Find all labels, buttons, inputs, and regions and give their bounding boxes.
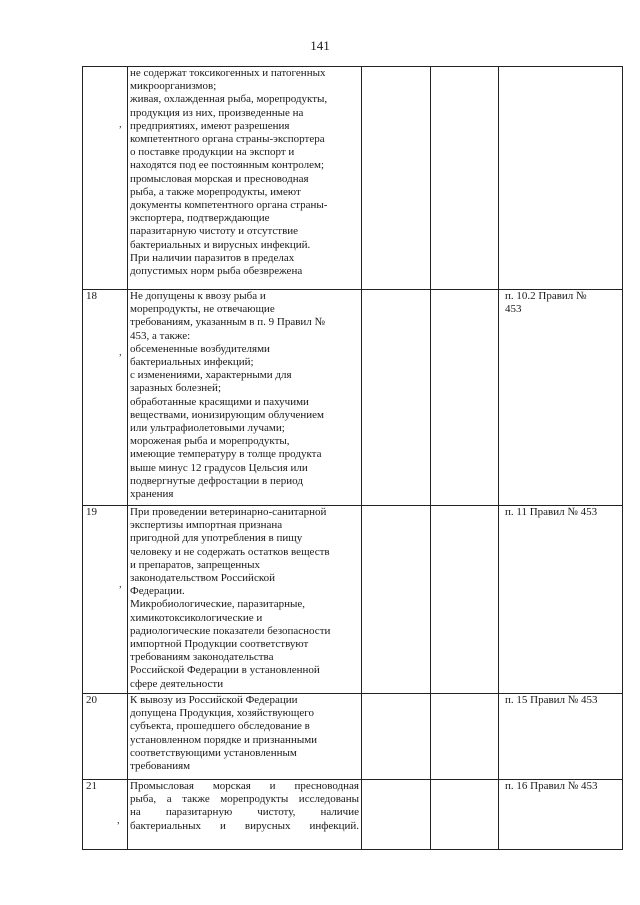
requirement-line: о поставке продукции на экспорт и xyxy=(130,146,295,159)
requirement-line: морепродукты, не отвечающие xyxy=(130,303,275,316)
requirement-line: заразных болезней; xyxy=(130,382,221,395)
requirement-line: экспертизы импортная признана xyxy=(130,519,283,532)
requirement-line: требованиям xyxy=(130,760,191,773)
requirement-line: веществами, ионизирующим облучением xyxy=(130,408,324,421)
row-number: 21 xyxy=(83,780,128,850)
requirement-line: обработанные красящими и пахучими xyxy=(130,395,309,408)
requirement-line: радиологические показатели безопасности xyxy=(130,624,331,637)
requirement-line: находятся под ее постоянным контролем; xyxy=(130,159,325,172)
requirement-line: на паразитарную чистоту, наличие xyxy=(130,806,359,819)
requirement-line: импортной Продукции соответствуют xyxy=(130,638,309,651)
requirement-line: К вывозу из Российской Федерации xyxy=(130,694,298,706)
requirement-cell xyxy=(128,67,362,290)
requirements-table xyxy=(82,66,623,850)
requirement-cell xyxy=(128,290,362,506)
table-body xyxy=(83,67,623,850)
margin-mark: , xyxy=(119,578,122,590)
requirement-line: хранения xyxy=(130,488,174,501)
requirement-line: выше минус 12 градусов Цельсия или xyxy=(130,461,308,474)
row-number: 19 xyxy=(83,506,128,694)
requirement-line: промысловая морская и пресноводная xyxy=(130,172,309,185)
empty-cell xyxy=(362,67,431,290)
regulation-reference: п. 11 Правил № 453 xyxy=(499,506,623,694)
margin-mark: , xyxy=(117,814,120,826)
requirement-line: продукция из них, произведенные на xyxy=(130,106,304,119)
table-row xyxy=(83,780,623,850)
requirement-line: подвергнутые дефростации в период xyxy=(130,474,303,487)
requirement-line: бактериальных и вирусных инфекций. xyxy=(130,238,311,251)
empty-cell xyxy=(362,506,431,694)
requirement-line: субъекта, прошедшего обследование в xyxy=(130,720,310,733)
requirement-cell xyxy=(128,506,362,694)
requirement-line: человеку и не содержать остатков веществ xyxy=(130,545,330,558)
requirement-line: допущена Продукция, хозяйствующего xyxy=(130,707,314,720)
empty-cell xyxy=(431,694,499,780)
requirement-line: или ультрафиолетовыми лучами; xyxy=(130,422,285,435)
margin-mark: , xyxy=(119,118,122,130)
page-number: 141 xyxy=(310,38,330,53)
empty-cell xyxy=(431,67,499,290)
requirement-line: экспортера, подтверждающие xyxy=(130,212,270,225)
regulation-reference: п. 15 Правил № 453 xyxy=(499,694,623,780)
requirement-line: законодательством Российской xyxy=(130,572,275,585)
requirement-line: обсемененные возбудителями xyxy=(130,342,270,355)
requirement-line: микроорганизмов; xyxy=(130,80,217,93)
requirement-line: При наличии паразитов в пределах xyxy=(130,251,295,264)
table-row xyxy=(83,67,623,290)
requirement-line: химикотоксикологические и xyxy=(130,611,263,624)
empty-cell xyxy=(431,506,499,694)
requirement-line: живая, охлажденная рыба, морепродукты, xyxy=(130,93,328,106)
requirement-line: рыба, а также морепродукты, имеют xyxy=(130,185,301,198)
empty-cell xyxy=(431,290,499,506)
requirement-line: 453, а также: xyxy=(130,329,191,342)
requirement-cell xyxy=(128,780,362,850)
regulation-reference: п. 10.2 Правил № 453 xyxy=(499,290,623,506)
requirement-line: паразитарную чистоту и отсутствие xyxy=(130,225,299,238)
table-row xyxy=(83,290,623,506)
requirement-line: При проведении ветеринарно-санитарной xyxy=(130,506,327,518)
requirement-line: не содержат токсикогенных и патогенных xyxy=(130,67,326,79)
requirement-line: Федерации. xyxy=(130,585,185,598)
margin-mark: , xyxy=(119,346,122,358)
requirement-line: Российской Федерации в установленной xyxy=(130,664,320,677)
requirement-line: имеющие температуру в толще продукта xyxy=(130,448,322,461)
requirement-line: установленном порядке и признанными xyxy=(130,733,318,746)
table-row xyxy=(83,506,623,694)
empty-cell xyxy=(431,780,499,850)
row-number: 20 xyxy=(83,694,128,780)
requirement-line: компетентного органа страны-экспортера xyxy=(130,133,325,146)
requirement-line: сфере деятельности xyxy=(130,677,224,690)
table-row xyxy=(83,694,623,780)
requirement-line: пригодной для употребления в пищу xyxy=(130,532,303,545)
requirement-line: с изменениями, характерными для xyxy=(130,369,292,382)
requirement-line: требованиям законодательства xyxy=(130,651,274,664)
requirement-cell xyxy=(128,694,362,780)
requirement-line: Промысловая морская и пресноводная xyxy=(130,780,359,792)
row-number: 18 xyxy=(83,290,128,506)
regulation-reference xyxy=(499,67,623,290)
requirement-line: рыба, а также морепродукты исследованы xyxy=(130,793,359,806)
requirement-line: допустимых норм рыба обезврежена xyxy=(130,265,303,278)
requirement-line: требованиям, указанным в п. 9 Правил № xyxy=(130,316,326,329)
requirement-line: мороженая рыба и морепродукты, xyxy=(130,435,290,448)
requirement-line: бактериальных и вирусных инфекций. xyxy=(130,819,359,832)
row-number xyxy=(83,67,128,290)
requirement-line: документы компетентного органа страны- xyxy=(130,199,328,212)
requirement-line: Не допущены к ввозу рыба и xyxy=(130,290,266,302)
empty-cell xyxy=(362,780,431,850)
requirement-line: бактериальных инфекций; xyxy=(130,356,254,369)
empty-cell xyxy=(362,694,431,780)
requirement-line: предприятиях, имеют разрешения xyxy=(130,119,290,132)
regulation-reference: п. 16 Правил № 453 xyxy=(499,780,623,850)
requirement-line: и препаратов, запрещенных xyxy=(130,558,260,571)
requirement-line: соответствующими установленным xyxy=(130,746,297,759)
requirement-line: Микробиологические, паразитарные, xyxy=(130,598,306,611)
empty-cell xyxy=(362,290,431,506)
